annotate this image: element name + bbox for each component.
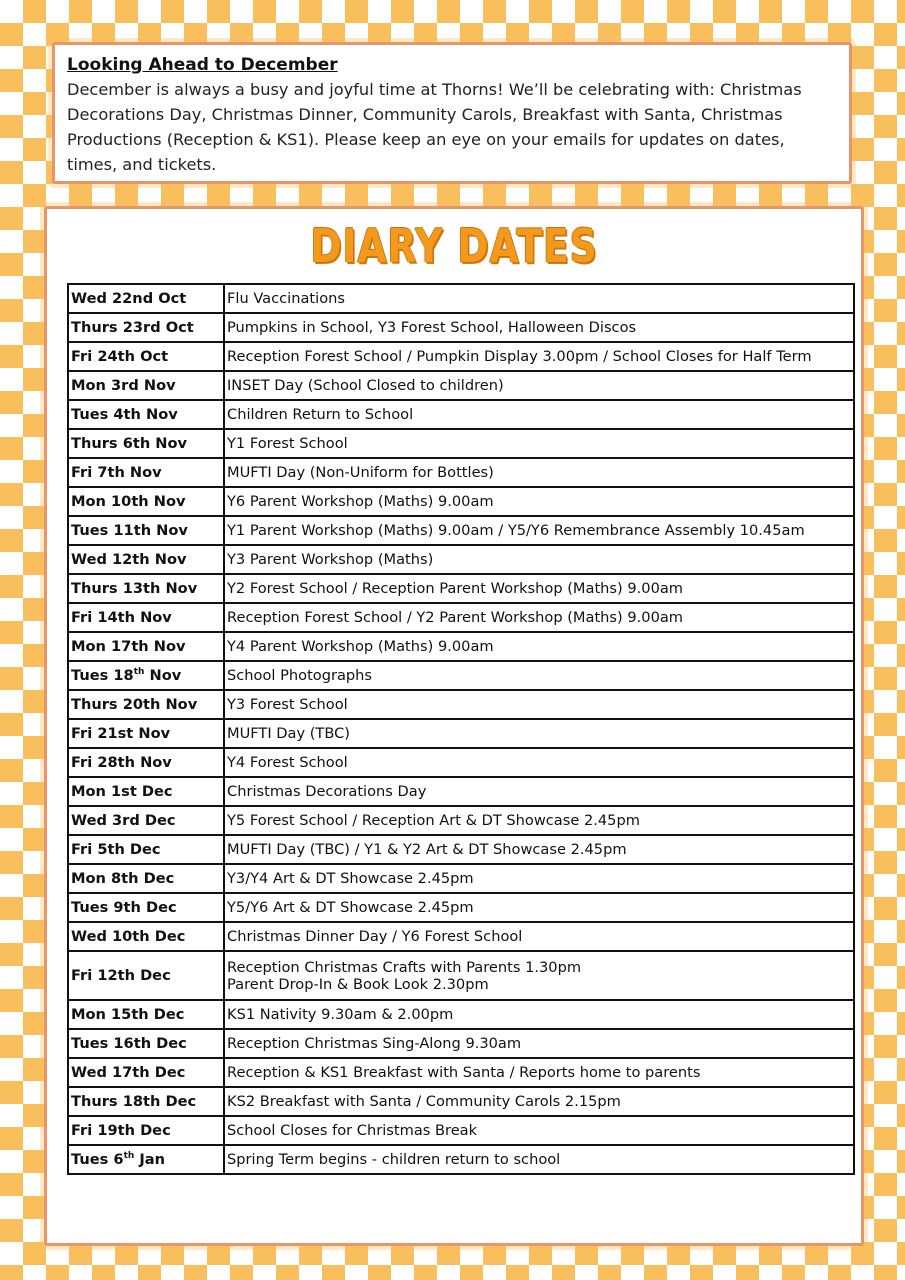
diary-date-cell: Thurs 13th Nov	[68, 574, 224, 603]
diary-date-month: Jan	[134, 1151, 166, 1168]
diary-date-cell: Fri 7th Nov	[68, 458, 224, 487]
diary-date-cell: Fri 28th Nov	[68, 748, 224, 777]
diary-event-cell: Reception Forest School / Y2 Parent Workshop (Maths) 9.00am	[224, 603, 854, 632]
diary-date-cell: Tues 4th Nov	[68, 400, 224, 429]
diary-date-cell: Tues 9th Dec	[68, 893, 224, 922]
table-row	[68, 922, 854, 951]
table-row	[68, 632, 854, 661]
diary-event-cell: Flu Vaccinations	[224, 284, 854, 313]
table-row	[68, 806, 854, 835]
december-notice	[52, 42, 852, 184]
table-row	[68, 1058, 854, 1087]
table-row	[68, 1029, 854, 1058]
diary-event-cell: Y4 Forest School	[224, 748, 854, 777]
diary-table-body	[68, 284, 854, 1174]
table-row	[68, 1000, 854, 1029]
diary-table	[67, 283, 855, 1175]
table-row	[68, 516, 854, 545]
diary-date-cell: Fri 21st Nov	[68, 719, 224, 748]
table-row	[68, 1087, 854, 1116]
diary-date-cell: Wed 3rd Dec	[68, 806, 224, 835]
diary-event-cell: KS2 Breakfast with Santa / Community Carols 2.15pm	[224, 1087, 854, 1116]
diary-event-cell: Christmas Decorations Day	[224, 777, 854, 806]
table-row	[68, 864, 854, 893]
table-row	[68, 574, 854, 603]
diary-event-cell: Y3 Parent Workshop (Maths)	[224, 545, 854, 574]
diary-event-cell: Y5/Y6 Art & DT Showcase 2.45pm	[224, 893, 854, 922]
diary-date-cell: Wed 10th Dec	[68, 922, 224, 951]
diary-event-line: Reception Christmas Crafts with Parents 1.30pm	[227, 958, 582, 976]
table-row	[68, 284, 854, 313]
diary-event-cell: Reception & KS1 Breakfast with Santa / Reports home to parents	[224, 1058, 854, 1087]
diary-date-cell: Thurs 23rd Oct	[68, 313, 224, 342]
diary-date-cell: Wed 22nd Oct	[68, 284, 224, 313]
diary-date-cell: Mon 3rd Nov	[68, 371, 224, 400]
diary-event-cell: KS1 Nativity 9.30am & 2.00pm	[224, 1000, 854, 1029]
notice-title: Looking Ahead to December	[67, 55, 338, 75]
table-row	[68, 603, 854, 632]
diary-event-cell: Pumpkins in School, Y3 Forest School, Halloween Discos	[224, 313, 854, 342]
diary-date-cell: Wed 17th Dec	[68, 1058, 224, 1087]
diary-event-cell: Y1 Forest School	[224, 429, 854, 458]
diary-event-cell: Y2 Forest School / Reception Parent Workshop (Maths) 9.00am	[224, 574, 854, 603]
diary-date-cell: Mon 1st Dec	[68, 777, 224, 806]
diary-event-cell: MUFTI Day (Non-Uniform for Bottles)	[224, 458, 854, 487]
diary-date-cell	[68, 661, 224, 690]
diary-event-line: Parent Drop-In & Book Look 2.30pm	[227, 975, 489, 993]
diary-date-cell: Mon 8th Dec	[68, 864, 224, 893]
diary-dates-title: DIARY DATES	[310, 219, 598, 273]
table-row	[68, 342, 854, 371]
diary-date-cell: Fri 5th Dec	[68, 835, 224, 864]
diary-date-month: Nov	[144, 667, 182, 684]
diary-event-cell: Children Return to School	[224, 400, 854, 429]
diary-event-cell: Spring Term begins - children return to school	[224, 1145, 854, 1174]
diary-date-cell	[68, 1145, 224, 1174]
table-row	[68, 487, 854, 516]
table-row	[68, 748, 854, 777]
diary-event-cell: Y3/Y4 Art & DT Showcase 2.45pm	[224, 864, 854, 893]
diary-date-cell: Thurs 6th Nov	[68, 429, 224, 458]
diary-date-cell: Mon 15th Dec	[68, 1000, 224, 1029]
diary-date-cell: Tues 11th Nov	[68, 516, 224, 545]
diary-date-cell: Thurs 18th Dec	[68, 1087, 224, 1116]
table-row	[68, 458, 854, 487]
table-row	[68, 429, 854, 458]
table-row	[68, 661, 854, 690]
diary-date-cell: Fri 12th Dec	[68, 951, 224, 1000]
diary-date-cell: Wed 12th Nov	[68, 545, 224, 574]
diary-event-cell: Reception Christmas Sing-Along 9.30am	[224, 1029, 854, 1058]
diary-event-cell	[224, 951, 854, 1000]
notice-body: December is always a busy and joyful time at Thorns! We’ll be celebrating with: Christmas Decorations Day, Christmas Dinner, Community Carols, Breakfast with Santa, Christmas Productions (Reception & KS1). Please keep an eye on your emails for updates on dates, times, and tickets.	[67, 80, 802, 174]
diary-dates-panel	[44, 206, 864, 1246]
diary-date-cell: Fri 24th Oct	[68, 342, 224, 371]
diary-date-cell: Tues 16th Dec	[68, 1029, 224, 1058]
diary-event-cell: MUFTI Day (TBC)	[224, 719, 854, 748]
table-row	[68, 951, 854, 1000]
diary-event-cell: Y1 Parent Workshop (Maths) 9.00am / Y5/Y6 Remembrance Assembly 10.45am	[224, 516, 854, 545]
table-row	[68, 313, 854, 342]
diary-date-cell: Mon 17th Nov	[68, 632, 224, 661]
diary-event-cell: Y6 Parent Workshop (Maths) 9.00am	[224, 487, 854, 516]
diary-date-ordinal: th	[123, 1151, 135, 1162]
diary-event-cell: Reception Forest School / Pumpkin Display 3.00pm / School Closes for Half Term	[224, 342, 854, 371]
diary-date-text: Tues 18	[71, 667, 134, 684]
diary-date-ordinal: th	[133, 667, 145, 678]
table-row	[68, 400, 854, 429]
diary-date-cell: Thurs 20th Nov	[68, 690, 224, 719]
diary-event-cell: School Closes for Christmas Break	[224, 1116, 854, 1145]
table-row	[68, 719, 854, 748]
table-row	[68, 1145, 854, 1174]
table-row	[68, 777, 854, 806]
diary-event-cell: School Photographs	[224, 661, 854, 690]
diary-date-cell: Fri 19th Dec	[68, 1116, 224, 1145]
table-row	[68, 893, 854, 922]
diary-event-cell: INSET Day (School Closed to children)	[224, 371, 854, 400]
diary-event-cell: Y4 Parent Workshop (Maths) 9.00am	[224, 632, 854, 661]
diary-date-cell: Fri 14th Nov	[68, 603, 224, 632]
diary-date-text: Tues 6	[71, 1151, 124, 1168]
diary-event-cell: Christmas Dinner Day / Y6 Forest School	[224, 922, 854, 951]
diary-event-cell: Y5 Forest School / Reception Art & DT Showcase 2.45pm	[224, 806, 854, 835]
table-row	[68, 690, 854, 719]
diary-date-cell: Mon 10th Nov	[68, 487, 224, 516]
diary-event-cell: Y3 Forest School	[224, 690, 854, 719]
table-row	[68, 835, 854, 864]
table-row	[68, 545, 854, 574]
table-row	[68, 371, 854, 400]
diary-event-cell: MUFTI Day (TBC) / Y1 & Y2 Art & DT Showcase 2.45pm	[224, 835, 854, 864]
table-row	[68, 1116, 854, 1145]
